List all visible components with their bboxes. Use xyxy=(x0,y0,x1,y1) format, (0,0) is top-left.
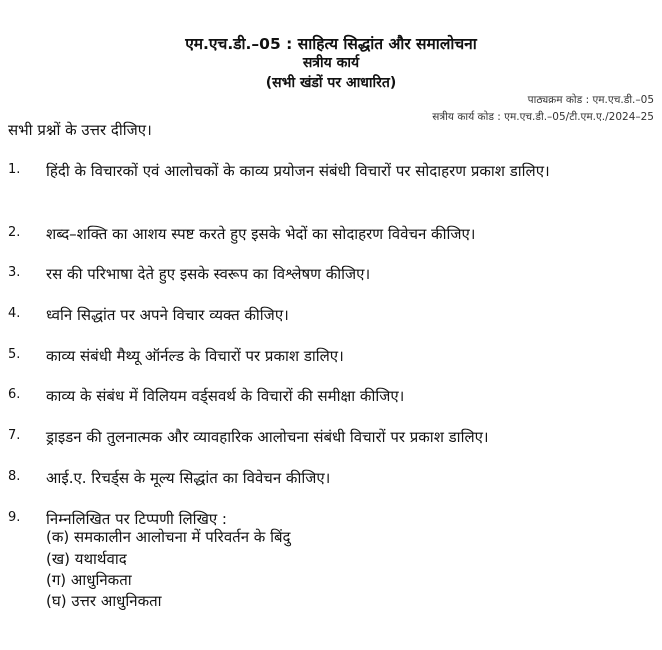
question-text: निम्नलिखित पर टिप्पणी लिखिए : xyxy=(46,510,227,528)
question-number: 4. xyxy=(8,306,21,321)
question-text: काव्य के संबंध में विलियम वर्ड्सवर्थ के विचारों की समीक्षा कीजिए। xyxy=(46,387,405,405)
question-number: 2. xyxy=(8,225,21,240)
question-number: 7. xyxy=(8,428,21,443)
sub-item: (क) समकालीन आलोचना में परिवर्तन के बिंदु xyxy=(46,528,291,546)
sub-item: (ग) आधुनिकता xyxy=(46,571,132,589)
question-number: 6. xyxy=(8,387,21,402)
question-text: ड्राइडन की तुलनात्मक और व्यावहारिक आलोचना संबंधी विचारों पर प्रकाश डालिए। xyxy=(46,428,489,446)
question-text: रस की परिभाषा देते हुए इसके स्वरूप का विश्लेषण कीजिए। xyxy=(46,265,371,283)
question-text: ध्वनि सिद्धांत पर अपने विचार व्यक्त कीजिए। xyxy=(46,306,289,324)
question-number: 1. xyxy=(8,162,21,177)
course-code: पाठ्यक्रम कोड : एम.एच.डी.–05 xyxy=(527,94,654,106)
question-text: काव्य संबंधी मैथ्यू ऑर्नल्ड के विचारों पर प्रकाश डालिए। xyxy=(46,347,344,365)
question-number: 9. xyxy=(8,510,21,525)
document-title: एम.एच.डी.–05 : साहित्य सिद्धांत और समालोचना xyxy=(185,35,477,53)
instruction-text: सभी प्रश्नों के उत्तर दीजिए। xyxy=(8,121,152,139)
sub-item: (ख) यथार्थवाद xyxy=(46,550,127,568)
document-note: (सभी खंडों पर आधारित) xyxy=(265,75,397,91)
question-number: 8. xyxy=(8,469,21,484)
question-text: आई.ए. रिचर्ड्स के मूल्य सिद्धांत का विवेचन कीजिए। xyxy=(46,469,331,487)
question-number: 5. xyxy=(8,347,21,362)
sub-item: (घ) उत्तर आधुनिकता xyxy=(46,592,162,610)
question-number: 3. xyxy=(8,265,21,280)
question-text: हिंदी के विचारकों एवं आलोचकों के काव्य प्रयोजन संबंधी विचारों पर सोदाहरण प्रकाश डालिए। xyxy=(46,162,550,180)
assignment-code: सत्रीय कार्य कोड : एम.एच.डी.–05/टी.एम.ए./2024–25 xyxy=(432,111,654,123)
question-text: शब्द–शक्ति का आशय स्पष्ट करते हुए इसके भेदों का सोदाहरण विवेचन कीजिए। xyxy=(46,225,476,243)
document-subtitle: सत्रीय कार्य xyxy=(302,55,360,71)
